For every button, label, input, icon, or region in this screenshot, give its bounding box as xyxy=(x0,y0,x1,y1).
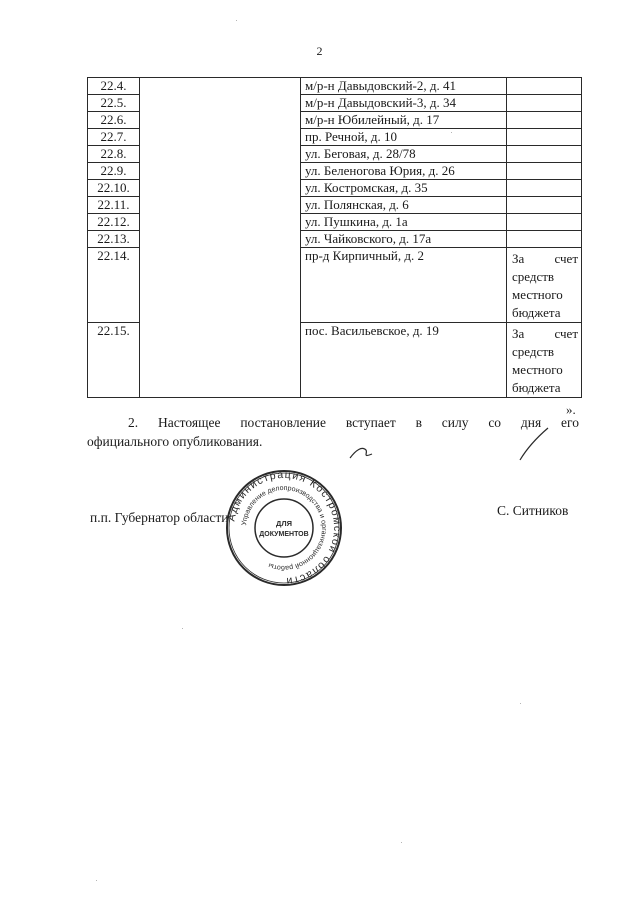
row-funding-note xyxy=(507,248,582,323)
row-address: пр. Речной, д. 10 xyxy=(301,129,507,146)
row-number: 22.11. xyxy=(88,197,140,214)
paragraph-2-line-2: официального опубликования. xyxy=(87,434,263,449)
paragraph-word: дня xyxy=(520,415,542,430)
page-number: 2 xyxy=(316,44,323,58)
row-number: 22.15. xyxy=(88,323,140,398)
row-address: ул. Беговая, д. 28/78 xyxy=(301,146,507,163)
row-funding-note xyxy=(507,180,582,197)
row-number: 22.10. xyxy=(88,180,140,197)
paragraph-word: со xyxy=(488,415,502,430)
paragraph-word: его xyxy=(561,415,579,430)
signatory-position: п.п. Губернатор области xyxy=(90,510,229,525)
row-number: 22.8. xyxy=(88,146,140,163)
scan-speck xyxy=(182,628,183,629)
row-address: ул. Беленогова Юрия, д. 26 xyxy=(301,163,507,180)
row-funding-note xyxy=(507,163,582,180)
note-word: счет xyxy=(554,326,578,341)
scan-speck xyxy=(451,132,452,133)
row-funding-note xyxy=(507,231,582,248)
table-row xyxy=(88,78,582,95)
row-address: м/р-н Юбилейный, д. 17 xyxy=(301,112,507,129)
handwritten-check-mark xyxy=(348,444,376,462)
row-address: м/р-н Давыдовский-3, д. 34 xyxy=(301,95,507,112)
stamp-center-line-1: ДЛЯ xyxy=(276,519,292,528)
row-funding-note xyxy=(507,129,582,146)
stamp-inner-text: Управление делопроизводства и организационной работы xyxy=(241,484,328,572)
row-address: пр-д Кирпичный, д. 2 xyxy=(301,248,507,323)
row-address: пос. Васильевское, д. 19 xyxy=(301,323,507,398)
note-line: средств xyxy=(512,269,555,284)
row-number: 22.9. xyxy=(88,163,140,180)
row-number: 22.7. xyxy=(88,129,140,146)
paragraph-2-line-1 xyxy=(87,413,579,432)
scan-speck xyxy=(96,880,97,881)
note-line: бюджета xyxy=(512,305,561,320)
note-line: средств xyxy=(512,344,555,359)
handwritten-signature-mark xyxy=(516,424,552,464)
row-funding-note xyxy=(507,197,582,214)
row-number: 22.4. xyxy=(88,78,140,95)
note-line-1 xyxy=(512,325,578,343)
row-number: 22.6. xyxy=(88,112,140,129)
note-line: бюджета xyxy=(512,380,561,395)
note-word: За xyxy=(512,251,525,266)
paragraph-word: силу xyxy=(441,415,469,430)
row-funding-note xyxy=(507,78,582,95)
row-funding-note xyxy=(507,214,582,231)
row-funding-note xyxy=(507,146,582,163)
row-number: 22.12. xyxy=(88,214,140,231)
address-table-body xyxy=(88,78,582,398)
paragraph-word: постановление xyxy=(240,415,327,430)
official-stamp xyxy=(224,468,344,588)
row-funding-note xyxy=(507,112,582,129)
row-address: ул. Костромская, д. 35 xyxy=(301,180,507,197)
merged-blank-cell xyxy=(140,78,301,398)
signatory-name: С. Ситников xyxy=(497,503,569,518)
scan-speck xyxy=(236,20,237,21)
paragraph-2 xyxy=(87,413,579,451)
row-number: 22.13. xyxy=(88,231,140,248)
note-word: За xyxy=(512,326,525,341)
row-number: 22.14. xyxy=(88,248,140,323)
scan-speck xyxy=(401,842,402,843)
row-number: 22.5. xyxy=(88,95,140,112)
address-table xyxy=(87,77,582,398)
row-funding-note xyxy=(507,323,582,398)
paragraph-word: 2. xyxy=(128,415,139,430)
row-address: м/р-н Давыдовский-2, д. 41 xyxy=(301,78,507,95)
closing-quote: ». xyxy=(566,402,576,417)
paragraph-word: вступает xyxy=(345,415,396,430)
stamp-center-line-2: ДОКУМЕНТОВ xyxy=(259,531,309,538)
row-address: ул. Чайковского, д. 17а xyxy=(301,231,507,248)
stamp-outer-text: Администрация Костромской области xyxy=(225,468,344,588)
note-line: местного xyxy=(512,287,563,302)
row-address: ул. Полянская, д. 6 xyxy=(301,197,507,214)
row-address: ул. Пушкина, д. 1а xyxy=(301,214,507,231)
note-line: местного xyxy=(512,362,563,377)
note-line-1 xyxy=(512,250,578,268)
row-funding-note xyxy=(507,95,582,112)
scan-speck xyxy=(520,703,521,704)
paragraph-word: в xyxy=(415,415,422,430)
note-word: счет xyxy=(554,251,578,266)
paragraph-word: Настоящее xyxy=(157,415,221,430)
